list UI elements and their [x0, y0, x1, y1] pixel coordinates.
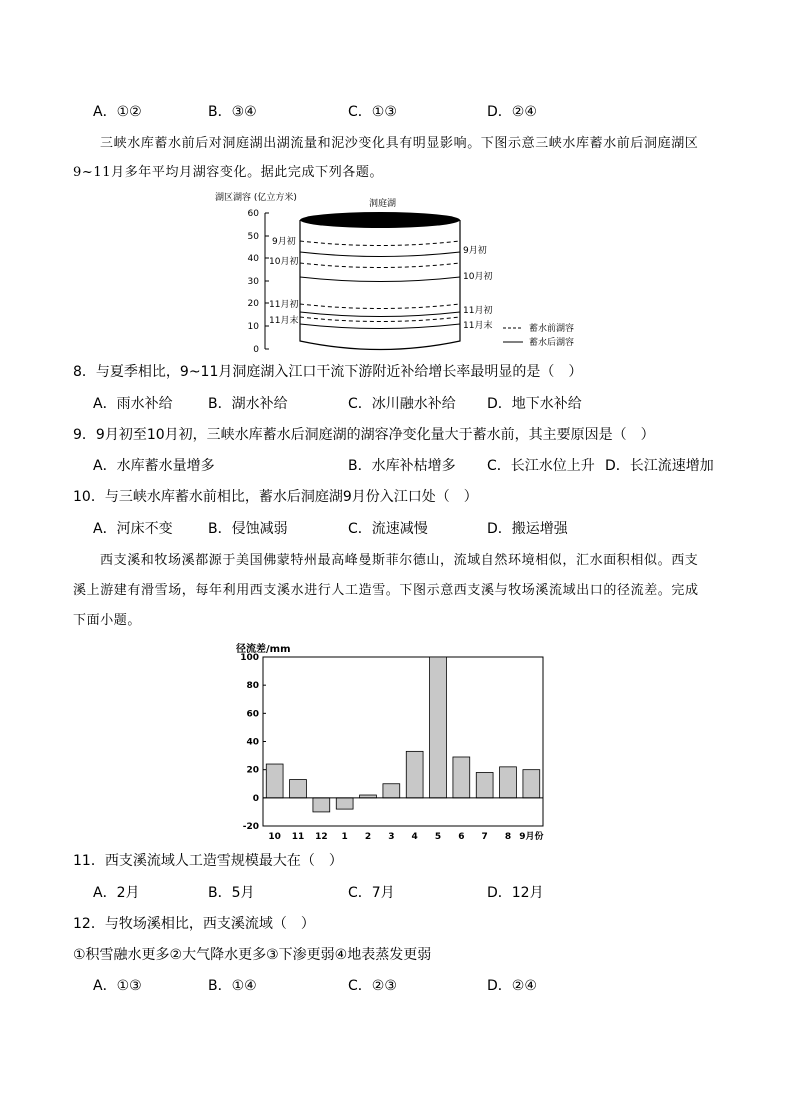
q7-option-c: C．①③ [348, 104, 397, 120]
q11-option-b: B．5月 [208, 885, 255, 901]
bar-12 [313, 798, 330, 812]
y-tick-0: 0 [253, 345, 259, 355]
y-tick-labels [240, 653, 266, 832]
q10-option-b: B．侵蚀减弱 [208, 521, 288, 537]
x-tick-label: 10 [268, 832, 281, 840]
x-tick-label: 8 [504, 832, 512, 840]
bar-1 [336, 798, 353, 809]
bar-10 [266, 764, 283, 798]
x-tick-label: 7 [481, 832, 488, 840]
q10-option-d: D．搬运增强 [487, 521, 568, 537]
q11-option-c: C．7月 [348, 885, 395, 901]
right-label-nov-start: 11月初 [463, 306, 493, 316]
q9-stem: 9．9月初至10月初，三峡水库蓄水后洞庭湖的湖容净变化量大于蓄水前，其主要原因是（ ） [73, 427, 655, 443]
bar-5 [430, 657, 447, 798]
q12-statements: ①积雪融水更多②大气降水更多③下渗更弱④地表蒸发更弱 [73, 947, 432, 963]
figure1-legend [503, 322, 574, 348]
right-label-nov-end: 11月末 [463, 321, 493, 331]
lake-name-label: 洞庭湖 [369, 199, 397, 209]
q8-option-b: B．湖水补给 [208, 396, 288, 412]
legend-post-label: 蓄水后湖容 [529, 338, 575, 348]
x-tick-label: 2 [364, 832, 372, 840]
lake-surface-top [300, 212, 460, 228]
q12-option-a: A．①③ [93, 978, 142, 994]
q9-option-c: C．长江水位上升 [487, 458, 595, 474]
runoff-difference-chart [228, 640, 568, 840]
y-axis-label: 湖区湖容 (亿立方米) [215, 193, 297, 203]
y-tick-label: 0 [252, 793, 259, 804]
passage2-line1: 西支溪和牧场溪都源于美国佛蒙特州最高峰曼斯菲尔德山，流域自然环境相似，汇水面积相似。西支 [100, 553, 699, 568]
q11-option-a: A．2月 [93, 885, 140, 901]
x-tick-label: 12 [315, 832, 328, 840]
q9-option-b: B．水库补枯增多 [348, 458, 456, 474]
legend-pre-label: 蓄水前湖容 [529, 324, 575, 334]
q8-option-a: A．雨水补给 [93, 396, 173, 412]
x-tick-label: 4 [411, 832, 418, 840]
q10-stem: 10．与三峡水库蓄水前相比，蓄水后洞庭湖9月份入江口处（ ） [73, 489, 478, 505]
bar-9月份 [523, 770, 540, 798]
y-tick-label: 60 [246, 709, 259, 720]
x-tick-label: 6 [458, 832, 465, 840]
q8-option-d: D．地下水补给 [487, 396, 582, 412]
left-label-sep: 9月初 [272, 237, 296, 247]
right-month-labels [463, 244, 492, 331]
x-tick-label: 3 [388, 832, 395, 840]
left-label-nov-end: 11月末 [269, 316, 299, 326]
right-label-oct: 10月初 [463, 272, 493, 282]
bar-11 [290, 780, 307, 798]
y-tick-50: 50 [247, 232, 259, 242]
y-tick-label: 20 [246, 765, 259, 776]
x-tick-label: 1 [341, 832, 348, 840]
y-tick-60: 60 [247, 209, 259, 219]
passage2-line2: 溪上游建有滑雪场，每年利用西支溪水进行人工造雪。下图示意西支溪与牧场溪流域出口的径流差。完成 [73, 583, 699, 598]
q7-option-d: D．②④ [487, 104, 537, 120]
passage2-line3: 下面小题。 [73, 613, 142, 628]
passage1-line1: 三峡水库蓄水前后对洞庭湖出湖流量和泥沙变化具有明显影响。下图示意三峡水库蓄水前后洞庭湖区 [100, 136, 699, 151]
q10-option-a: A．河床不变 [93, 521, 173, 537]
q7-option-a: A．①② [93, 104, 142, 120]
bar-7 [476, 772, 493, 797]
q12-stem: 12．与牧场溪相比，西支溪流域（ ） [73, 916, 315, 932]
y-ticks [248, 209, 260, 355]
passage1-line2: 9~11月多年平均月湖容变化。据此完成下列各题。 [73, 165, 384, 180]
y-tick-20: 20 [247, 299, 259, 309]
x-tick-label: 5 [434, 832, 442, 840]
y-tick-label: 80 [246, 681, 259, 692]
y-tick-label: 100 [240, 653, 259, 663]
q7-option-b: B．③④ [208, 104, 257, 120]
bar-8 [500, 767, 517, 798]
y-tick-label: 40 [246, 737, 259, 748]
chart-ylabel: 径流差/mm [236, 644, 291, 655]
lake-cylinder [300, 212, 460, 350]
x-tick-labels [268, 830, 543, 840]
lake-capacity-figure [205, 186, 595, 356]
q12-option-c: C．②③ [348, 978, 397, 994]
x-tick-label: 11 [291, 832, 305, 840]
q9-option-a: A．水库蓄水量增多 [93, 458, 215, 474]
q12-option-b: B．①④ [208, 978, 257, 994]
plot-frame [263, 657, 543, 826]
y-tick-10: 10 [247, 322, 259, 332]
bar-4 [406, 751, 423, 797]
left-month-labels [269, 235, 298, 326]
bar-3 [383, 784, 400, 798]
q10-option-c: C．流速减慢 [348, 521, 428, 537]
y-tick-40: 40 [247, 254, 259, 264]
right-label-sep: 9月初 [463, 246, 487, 256]
y-tick-30: 30 [247, 277, 259, 287]
q11-option-d: D．12月 [487, 885, 544, 901]
q12-option-d: D．②④ [487, 978, 537, 994]
left-label-nov-start: 11月初 [269, 300, 299, 310]
bar-6 [453, 757, 470, 798]
q9-option-d: D．长江流速增加 [605, 458, 714, 474]
y-tick-label: -20 [242, 822, 259, 832]
q8-stem: 8．与夏季相比，9~11月洞庭湖入江口干流下游附近补给增长率最明显的是（ ） [73, 364, 583, 380]
q8-option-c: C．冰川融水补给 [348, 396, 456, 412]
left-label-oct: 10月初 [269, 257, 299, 267]
bars [266, 657, 539, 812]
q11-stem: 11．西支溪流域人工造雪规模最大在（ ） [73, 853, 343, 869]
x-tick-label: 9月份 [519, 832, 544, 840]
